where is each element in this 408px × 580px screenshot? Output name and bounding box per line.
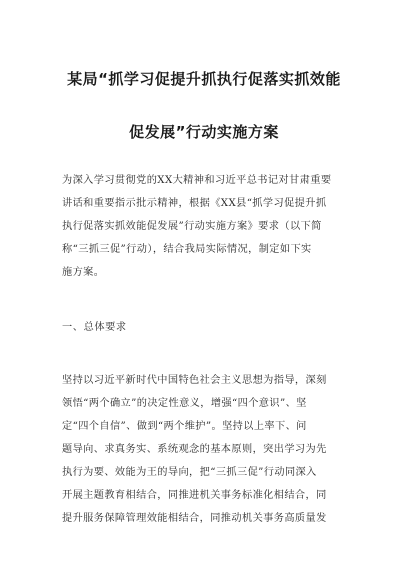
section-paragraph-line: 题导向、求真务实、系统观念的基本原则，突出学习为先 <box>62 444 327 455</box>
section-paragraph-line: 定“四个自信”、做到“两个维护”。坚持以上率下、问 <box>62 421 307 432</box>
section-paragraph-line: 开展主题教育相结合，同推进机关事务标准化相结合，同 <box>62 490 327 501</box>
intro-paragraph-line: 讲话和重要指示批示精神，根据《XX县“抓学习促提升抓 <box>62 198 327 209</box>
intro-paragraph-line: 执行促落实抓效能促发展”行动实施方案》要求（以下简 <box>62 221 322 232</box>
intro-paragraph-line: 称“三抓三促”行动），结合我局实际情况，制定如下实 <box>62 244 312 255</box>
document-title-line-2: 促发展”行动实施方案 <box>129 123 279 141</box>
section-paragraph-line: 提升服务保障管理效能相结合，同推动机关事务高质量发 <box>62 513 327 524</box>
section-paragraph-line: 领悟“两个确立”的决定性意义，增强“四个意识”、坚 <box>62 398 307 409</box>
section-paragraph-line: 坚持以习近平新时代中国特色社会主义思想为指导，深刻 <box>62 375 327 386</box>
intro-paragraph-line: 施方案。 <box>62 267 105 278</box>
intro-paragraph-line: 为深入学习贯彻党的XX大精神和习近平总书记对甘肃重要 <box>62 175 332 186</box>
section-paragraph-line: 执行为要、效能为王的导向，把“三抓三促”行动同深入 <box>62 467 317 478</box>
section-heading: 一、总体要求 <box>62 322 127 333</box>
document-title-line-1: 某局“抓学习促提升抓执行促落实抓效能 <box>67 70 341 88</box>
